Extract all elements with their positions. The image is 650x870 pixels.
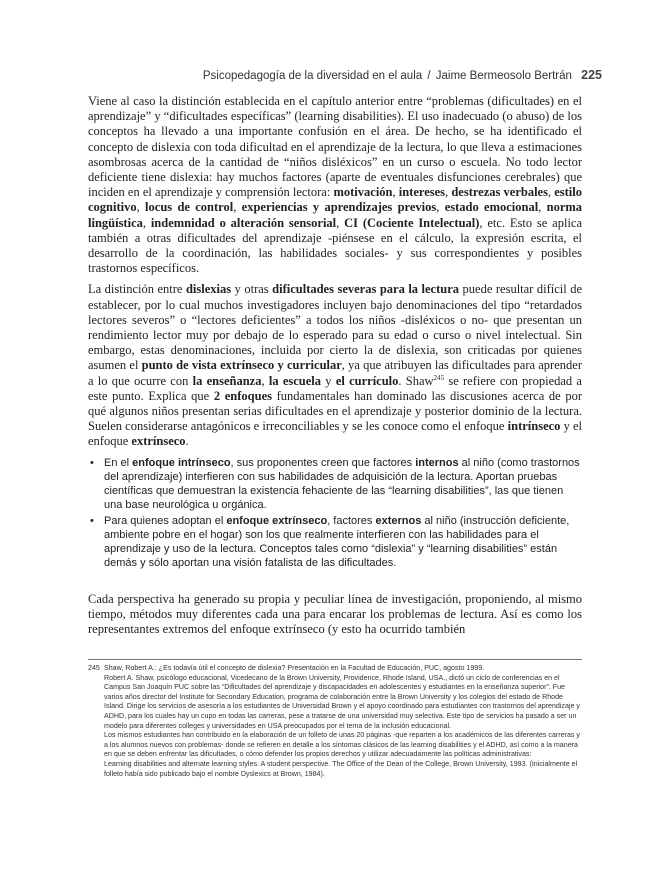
page-number: 225 [581,68,602,82]
text: se refiere con propiedad a este punto. Explica que [88,373,582,403]
text: . Shaw [398,373,434,388]
text: Viene al caso la distinción establecida en el capítulo anterior entre “problemas (dificultades) en el aprendizaje” y “dificultades específicas” (learning disabilities). El uso inadecuado (o abuso) de los conceptos ha llevado a una importante confusión en el área. De hecho, se ha identificado el concepto de dislexia con toda dificultad en el aprendizaje de la lectura, lo que lleva a estimaciones asombrosas acerca de la cantidad de “niños disléxicos” en un curso o escuela. No todo lector deficiente tiene dislexia: hay muchos factores (aparte de eventuales disfunciones cerebrales) que inciden en el aprendizaje y comprensión lectora: [88,94,582,200]
bold-term: motivación [333,185,393,200]
bold-term: el currículo [335,373,399,388]
list-item [88,456,582,512]
bold-term: indemnidad o alteración sensorial [150,215,337,230]
text: , [436,200,445,215]
bold-term: locus de control [145,200,234,215]
author-name: Jaime Bermeosolo Bertrán [435,70,572,82]
bold-term: internos [415,456,459,469]
text: al niño (como trastornos del aprendizaje) interfieren con sus habilidades de adquisición de la lectura. Aportan pruebas científicas que demuestran la existencia fehaciente de las “learning disabilities”, las que tienen una base neurológica u orgánica. [104,456,580,511]
text: , etc. Esto se aplica también a otras dificultades del aprendizaje -piénsese en el cálculo, la expresión escrita, el desarrollo de la coordinación, las habilidades sociales- y sus correspondientes y posibles trastornos específicos. [88,215,583,276]
bullet-marker: • [90,456,94,469]
footnote-number: 245 [88,664,100,672]
bold-term: intereses [398,185,446,200]
body-text [88,94,582,643]
footnote-text [104,664,582,779]
text: , [336,215,345,230]
text: fundamentales han dominado las discusiones acerca de por qué algunos niños presentan serias dificultades en el aprendizaje y posterior dominio de la lectura. Suelen considerarse antagónicos e irreconciliables y se les conoce como el enfoque [88,388,582,434]
text: . [185,434,189,449]
bold-term: la enseñanza [192,373,262,388]
text: y el enfoque [88,419,583,449]
text: y otras [231,282,273,297]
text: En el [104,456,133,469]
bullet-marker: • [90,514,94,527]
bold-term: la escuela [268,373,322,388]
bold-term: destrezas verbales [451,185,548,200]
text: , [445,185,452,200]
bold-term: punto de vista extrínseco y curricular [141,358,342,373]
bold-term: estilo cognitivo [88,185,583,215]
footnotes [88,659,582,779]
header-separator: / [427,70,431,82]
bold-term: estado emocional [444,200,539,215]
bullet-list [88,456,582,570]
paragraph-1 [88,94,582,276]
list-item [88,514,582,570]
text: , sus proponentes creen que factores [230,456,416,469]
book-title: Psicopedagogía de la diversidad en el aula [202,70,423,82]
text: , [538,200,547,215]
text: , [547,185,555,200]
paragraph-3: Cada perspectiva ha generado su propia y peculiar línea de investigación, proponiendo, al mismo tiempo, métodos muy diferentes cada una para encarar los problemas de lectura. Así es como los representantes extremos del enfoque extrínseco (y esto ha ocurrido también [88,591,582,637]
footnote-line: Los mismos estudiantes han contribuido en la elaboración de un folleto de unas 20 páginas -que reparten a los académicos de las diferentes carreras y a los alumnos nuevos con problemas- donde se refieren en detalle a los síntomas clásicos de las learning disabilities y el ADHD, así como a la manera en que se deben enfrentar las dificultades, o cómo defender los propios derechos y utilizar adecuadamente las políticas administrativas: [104,731,580,759]
footnote-ref: 245 [433,373,445,382]
paragraph-2 [88,282,582,449]
bold-term: dislexias [185,282,232,297]
bold-term: extrínseco [131,434,186,449]
footnote-line: Learning disabilities and alternate learning styles. A student perspective. The Office of the Dean of the College, Brown University, 1993. (Inicialmente el folleto había sido publicado bajo el nombre Dyslexics at Brown, 1984). [104,759,578,778]
footnote-line: Robert A. Shaw, psicólogo educacional, Vicedecano de la Brown University, Providence, Rhode Island, USA., dictó un ciclo de conferencias en el Campus San Joaquín PUC sobre las “Dificultades del aprendizaje y discapacidades en adolescentes y estudiantes en la enseñanza superior”. Fue varios años director del Institute for Secondary Education, programa de colaboración entre la Brown University y los colegios del estado de Rhode Island. Dirige los servicios de asesoría a los estudiantes de Universidad Brown y el apoyo coordinado para estudiantes con trastornos del aprendizaje y ADHD, para los cuales hay un cupo en todas las carreras, pese a tratarse de una universidad muy selectiva. Este tipo de servicios ha pasado a ser un modelo para diferentes colleges y universidades en USA preocupados por el tema de la inclusión educacional. [104,673,580,730]
text: , [136,200,146,215]
text: La distinción entre [88,282,186,297]
bold-term: norma lingüística [88,200,583,230]
text: Para quienes adoptan el [104,514,227,527]
bold-term: externos [375,514,422,527]
text: , [142,215,151,230]
text: , [261,373,269,388]
bold-term: intrínseco [507,419,561,434]
running-header [108,68,602,82]
text: puede resultar difícil de establecer, por lo cual muchos investigadores incluyen bajo denominaciones del tipo “retardados lectores severos” o “lectores deficientes” a todos los niños -disléxicos o no- que presentan un rendimiento lector muy por debajo de lo esperado para su edad o curso o nivel intelectual. Sin embargo, estas denominaciones, incluida por cierto la de dislexia, son criticadas por quienes asumen el [88,282,582,373]
bold-term: experiencias y aprendizajes previos [241,200,437,215]
text: , ya que atribuyen las dificultades para aprender a lo que ocurre con [88,358,582,388]
bold-term: 2 enfoques [213,388,272,403]
text: , factores [327,514,376,527]
bold-term: enfoque extrínseco [226,514,328,527]
text: , [233,200,242,215]
bold-term: enfoque intrínseco [132,456,231,469]
bold-term: CI (Cociente Intelectual) [344,215,480,230]
text: , [392,185,399,200]
text: al niño (instrucción deficiente, ambiente pobre en el hogar) son los que realmente interfieren con las habilidades para el aprendizaje y uso de la lectura. Conceptos tales como “dislexia” y “learning disabilities” están demás y sólo aportan una visión fatalista de las dificultades. [104,514,570,569]
bold-term: dificultades severas para la lectura [272,282,460,297]
footnote-line: Shaw, Robert A.: ¿Es todavía útil el concepto de dislexia? Presentación en la Facultad de Educación, PUC, agosto 1999. [104,664,485,672]
footnote-245 [88,664,582,779]
text: y [321,373,336,388]
